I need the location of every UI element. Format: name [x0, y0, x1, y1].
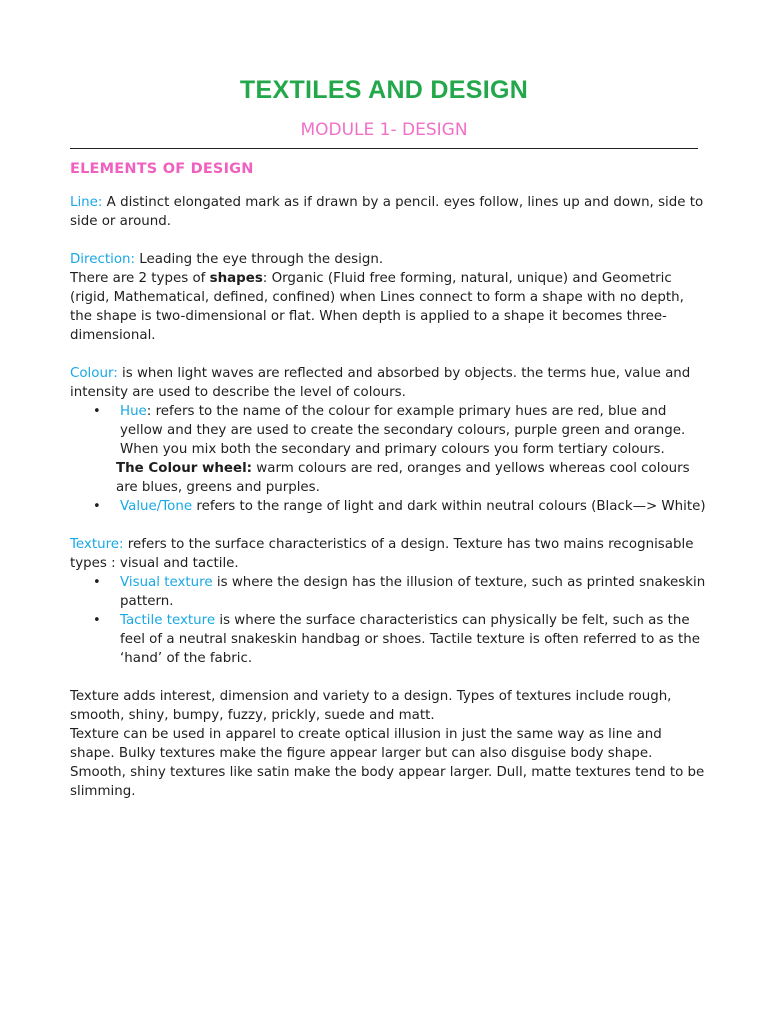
horizontal-rule: [70, 148, 698, 149]
value-tone-text: refers to the range of light and dark within neutral colours (Black—> White): [192, 499, 706, 514]
shapes-prefix: There are 2 types of: [70, 271, 210, 286]
texture-apparel-paragraph: Texture can be used in apparel to create optical illusion in just the same way as line and shape. Bulky textures make the figure appear larger but can also disguise body shape. Smooth, shiny textures like satin make the body appear larger. Dull, matte textures tend to be slimming.: [70, 727, 705, 799]
bullet-icon: •: [93, 404, 101, 419]
direction-text: Leading the eye through the design.: [135, 252, 384, 267]
list-item-tactile-texture: [70, 611, 710, 668]
shapes-text: : Organic (Fluid free forming, natural, unique) and Geometric (rigid, Mathematical, defined, confined) when Lines connect to form a shape with no depth, the shape is two-dimensional or flat. When depth is applied to a shape it becomes three-dimensional.: [70, 271, 684, 343]
document-title: TEXTILES AND DESIGN: [239, 76, 529, 104]
term-tactile-texture: Tactile texture: [120, 613, 216, 628]
line-text: A distinct elongated mark as if drawn by a pencil. eyes follow, lines up and down, side to side or around.: [70, 195, 704, 229]
texture-list: [70, 573, 710, 668]
term-direction: Direction:: [70, 252, 136, 267]
term-line: Line:: [70, 195, 103, 210]
term-texture: Texture:: [70, 537, 124, 552]
document-body: [70, 193, 710, 801]
texture-text: refers to the surface characteristics of a design. Texture has two mains recognisable types : visual and tactile.: [70, 537, 694, 571]
colour-list: [70, 402, 710, 459]
term-visual-texture: Visual texture: [120, 575, 213, 590]
texture-paragraph: [70, 535, 710, 573]
visual-texture-text: is where the design has the illusion of texture, such as printed snakeskin pattern.: [120, 575, 706, 609]
bullet-icon: •: [93, 575, 101, 590]
term-colour: Colour:: [70, 366, 118, 381]
colour-text: is when light waves are reflected and absorbed by objects. the terms hue, value and intensity are used to describe the level of colours.: [70, 366, 691, 400]
value-list: [70, 497, 710, 516]
list-item-hue: [70, 402, 710, 459]
bullet-icon: •: [93, 499, 101, 514]
list-item-visual-texture: [70, 573, 710, 611]
term-value-tone: Value/Tone: [120, 499, 193, 514]
shapes-bold: shapes: [209, 271, 263, 286]
section-heading: ELEMENTS OF DESIGN: [70, 161, 254, 177]
document-subtitle: MODULE 1- DESIGN: [300, 120, 468, 140]
bullet-icon: •: [93, 613, 101, 628]
direction-paragraph: [70, 250, 710, 269]
line-paragraph: [70, 193, 710, 231]
texture-interest-paragraph: Texture adds interest, dimension and variety to a design. Types of textures include rough, smooth, shiny, bumpy, fuzzy, prickly, suede and matt.: [70, 689, 672, 723]
term-hue: Hue: [120, 404, 147, 419]
hue-text: : refers to the name of the colour for example primary hues are red, blue and yellow and they are used to create the secondary colours, purple green and orange. When you mix both the secondary and primary colours you form tertiary colours.: [120, 404, 686, 457]
colour-paragraph: [70, 364, 710, 402]
shapes-paragraph: [70, 269, 710, 345]
list-item-value-tone: [70, 497, 710, 516]
colour-wheel-paragraph: [70, 459, 710, 497]
colour-wheel-text: warm colours are red, oranges and yellows whereas cool colours are blues, greens and purples.: [116, 461, 690, 495]
tactile-texture-text: is where the surface characteristics can physically be felt, such as the feel of a neutral snakeskin handbag or shoes. Tactile texture is often referred to as the ‘hand’ of the fabric.: [120, 613, 700, 666]
colour-wheel-bold: The Colour wheel:: [116, 461, 253, 476]
